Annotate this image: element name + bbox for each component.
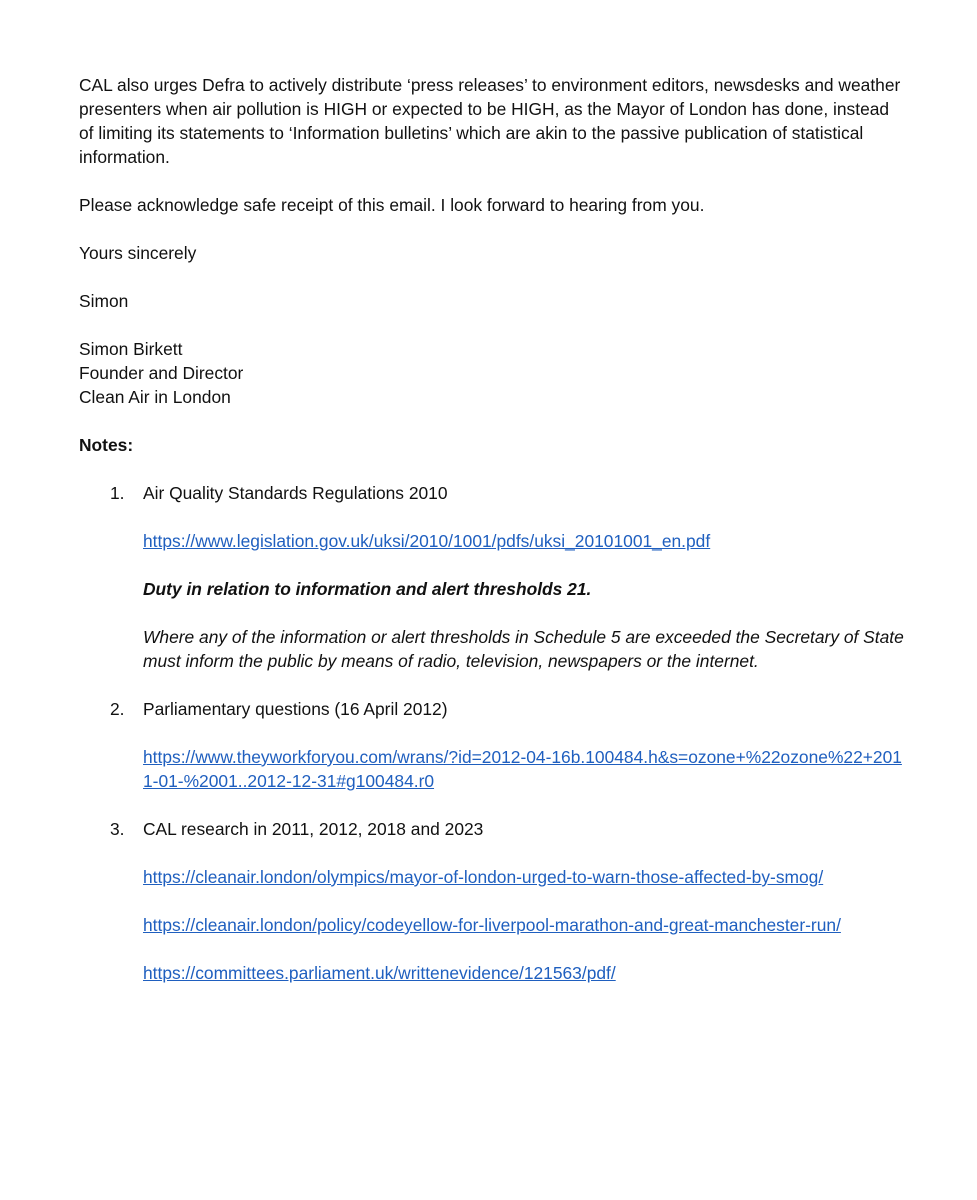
note-title: Parliamentary questions (16 April 2012) [143, 699, 448, 719]
signature-title: Founder and Director [79, 363, 244, 383]
note-link-codeyellow[interactable]: https://cleanair.london/policy/codeyellow-for-liverpool-marathon-and-great-manchester-run/ [143, 915, 841, 935]
note-title: CAL research in 2011, 2012, 2018 and 2023 [143, 819, 484, 839]
note-item-3 [79, 817, 907, 985]
body-paragraph-acknowledge: Please acknowledge safe receipt of this email. I look forward to hearing from you. [79, 195, 705, 215]
note-number: 2. [110, 699, 125, 719]
note-link-theyworkforyou[interactable]: https://www.theyworkforyou.com/wrans/?id=2012-04-16b.100484.h&s=ozone+%22ozone%22+2011-01-%2001..2012-12-31#g100484.r0 [143, 747, 902, 791]
note-number: 1. [110, 483, 125, 503]
note-item-2 [79, 697, 907, 793]
note-link-legislation[interactable]: https://www.legislation.gov.uk/uksi/2010/1001/pdfs/uksi_20101001_en.pdf [143, 531, 711, 551]
note-quote: Where any of the information or alert thresholds in Schedule 5 are exceeded the Secretary of State must inform the public by means of radio, television, newspapers or the internet. [143, 627, 904, 671]
note-link-olympics[interactable]: https://cleanair.london/olympics/mayor-of-london-urged-to-warn-those-affected-by-smog/ [143, 867, 824, 887]
signature-block [79, 337, 907, 409]
notes-heading: Notes: [79, 435, 134, 455]
first-name-signoff: Simon [79, 291, 129, 311]
note-subheading: Duty in relation to information and alert thresholds 21. [143, 579, 592, 599]
signature-organisation: Clean Air in London [79, 387, 231, 407]
note-title: Air Quality Standards Regulations 2010 [143, 483, 448, 503]
note-number: 3. [110, 819, 125, 839]
body-paragraph-defra: CAL also urges Defra to actively distribute ‘press releases’ to environment editors, newsdesks and weather presenters when air pollution is HIGH or expected to be HIGH, as the Mayor of London has done, instead of limiting its statements to ‘Information bulletins’ which are akin to the passive publication of statistical information. [79, 75, 901, 167]
closing-line: Yours sincerely [79, 243, 197, 263]
notes-list [79, 481, 907, 985]
note-item-1 [79, 481, 907, 673]
signature-name: Simon Birkett [79, 339, 183, 359]
note-link-written-evidence[interactable]: https://committees.parliament.uk/writtenevidence/121563/pdf/ [143, 963, 616, 983]
